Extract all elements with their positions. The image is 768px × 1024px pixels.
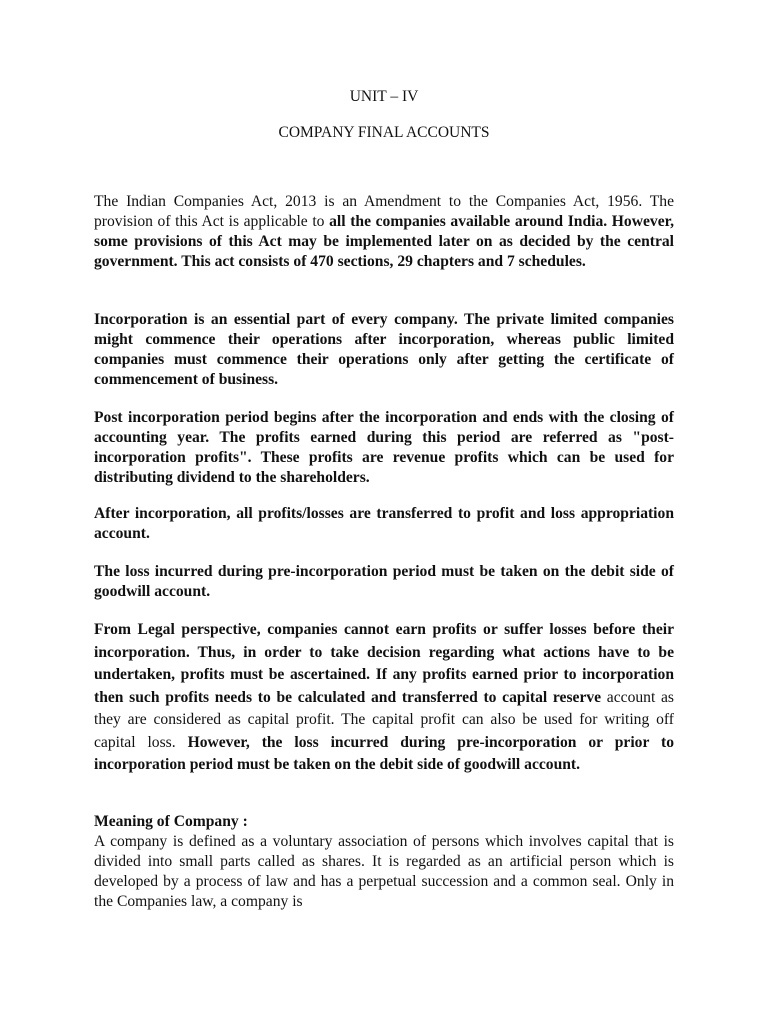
paragraph-bold-text: The loss incurred during pre-incorporation period must be taken on the debit side of goodwill account. <box>94 563 674 600</box>
paragraph-bold-text: However, the loss incurred during pre-incorporation or prior to incorporation period must be taken on the debit side of goodwill account. <box>94 733 674 773</box>
paragraph-bold-text: Incorporation is an essential part of every company. The private limited companies might commence their operations after incorporation, whereas public limited companies must commence their operations only after getting the certificate of commencement of business. <box>94 311 674 388</box>
paragraph-text: The Indian Companies Act, 2013 is an Amendment to the Companies Act, 1956. The provision of this Act is applicable to <box>94 193 674 230</box>
section-heading-meaning-of-company: Meaning of Company : <box>94 813 248 830</box>
paragraph-after-incorporation <box>94 504 674 544</box>
paragraph-bold-text: From Legal perspective, companies cannot earn profits or suffer losses before their incorporation. Thus, in order to take decision regarding what actions have to be undertaken, profits must be ascertained. If any profits earned prior to incorporation then such profits needs to be calculated and transferred to capital reserve <box>94 621 674 706</box>
paragraph-bold-text: Post incorporation period begins after the incorporation and ends with the closing of accounting year. The profits earned during this period are referred as "post-incorporation profits". These profits are revenue profits which can be used for distributing dividend to the shareholders. <box>94 409 674 486</box>
paragraph-post-incorporation <box>94 408 674 488</box>
paragraph-meaning-of-company <box>94 832 674 912</box>
paragraph-text: account as they are considered as capital profit. The capital profit can also be used for writing off capital loss. <box>94 688 674 751</box>
paragraph-incorporation <box>94 310 674 390</box>
paragraph-bold-text: all the companies available around India. However, some provisions of this Act may be implemented later on as decided by the central government. This act consists of 470 sections, 29 chapters and 7 schedules. <box>94 213 674 270</box>
paragraph-pre-incorporation-loss <box>94 562 674 602</box>
paragraph-companies-act <box>94 192 674 272</box>
paragraph-bold-text: After incorporation, all profits/losses are transferred to profit and loss appropriation account. <box>94 505 674 542</box>
unit-heading: UNIT – IV <box>349 88 419 105</box>
page-title: COMPANY FINAL ACCOUNTS <box>278 124 490 141</box>
paragraph-legal-perspective <box>94 619 674 777</box>
paragraph-text: A company is defined as a voluntary association of persons which involves capital that is divided into small parts called as shares. It is regarded as an artificial person which is developed by a process of law and has a perpetual succession and a common seal. Only in the Companies law, a company is <box>94 833 674 910</box>
